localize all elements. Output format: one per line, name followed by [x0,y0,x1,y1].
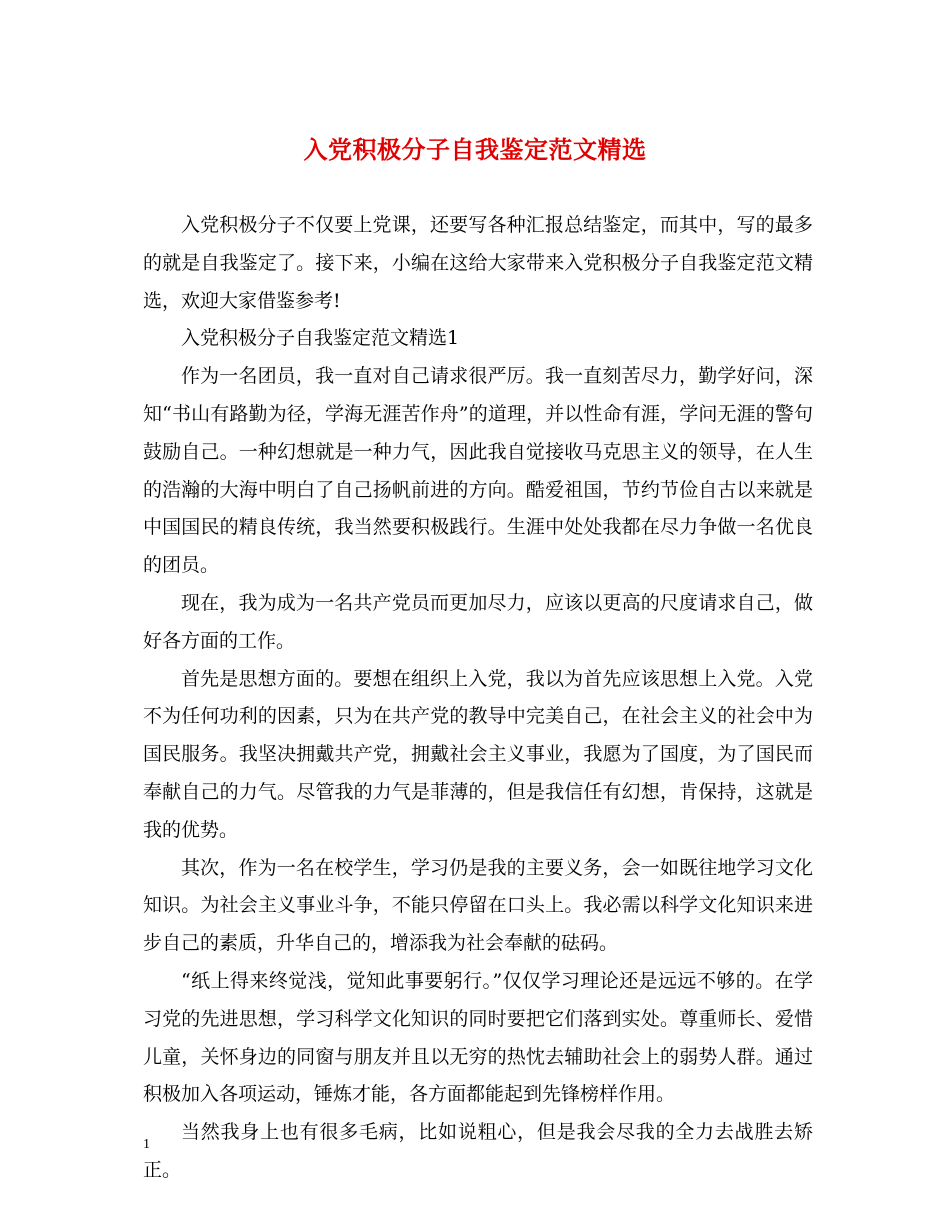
section-heading: 入党积极分子自我鉴定范文精选1 [181,327,460,350]
body-paragraph: 当然我身上也有很多毛病，比如说粗心，但是我会尽我的全力去战胜去矫正。 [143,1121,813,1181]
body-paragraph: 作为一名团员，我一直对自己请求很严厉。我一直刻苦尽力，勤学好问，深知“书山有路勤为径，学海无涯苦作舟”的道理，并以性命有涯，学问无涯的警句鼓励自己。一种幻想就是一种力气，因此我自觉接收马克思主义的领导，在人生的浩瀚的大海中明白了自己扬帆前进的方向。酷爱祖国，节约节俭自古以来就是中国国民的精良传统，我当然要积极践行。生涯中处处我都在尽力争做一名优良的团员。 [143,365,813,577]
body-paragraph: “纸上得来终觉浅，觉知此事要躬行。”仅仅学习理论还是远远不够的。在学习党的先进思想，学习科学文化知识的同时要把它们落到实处。尊重师长、爱惜儿童，关怀身边的同窗与朋友并且以无穷的热忱去辅助社会上的弱势人群。通过积极加入各项运动，锤炼才能，各方面都能起到先锋榜样作用。 [143,969,813,1106]
intro-paragraph: 入党积极分子不仅要上党课，还要写各种汇报总结鉴定，而其中，写的最多的就是自我鉴定了。接下来，小编在这给大家带来入党积极分子自我鉴定范文精选，欢迎大家借鉴参考! [143,214,813,312]
body-paragraph: 现在，我为成为一名共产党员而更加尽力，应该以更高的尺度请求自己，做好各方面的工作。 [143,591,813,652]
document-title: 入党积极分子自我鉴定范文精选 [303,135,647,164]
body-paragraph: 其次，作为一名在校学生，学习仍是我的主要义务，会一如既往地学习文化知识。为社会主义事业斗争，不能只停留在口头上。我必需以科学文化知识来进步自己的素质，升华自己的，增添我为社会奉献的砝码。 [143,856,813,955]
body-paragraph: 首先是思想方面的。要想在组织上入党，我以为首先应该思想上入党。入党不为任何功利的因素，只为在共产党的教导中完美自己，在社会主义的社会中为国民服务。我坚决拥戴共产党，拥戴社会主义事业，我愿为了国度，为了国民而奉献自己的力气。尽管我的力气是菲薄的，但是我信任有幻想，肯保持，这就是我的优势。 [143,667,813,841]
page-number: 1 [143,1137,150,1152]
document-body [143,207,813,1190]
